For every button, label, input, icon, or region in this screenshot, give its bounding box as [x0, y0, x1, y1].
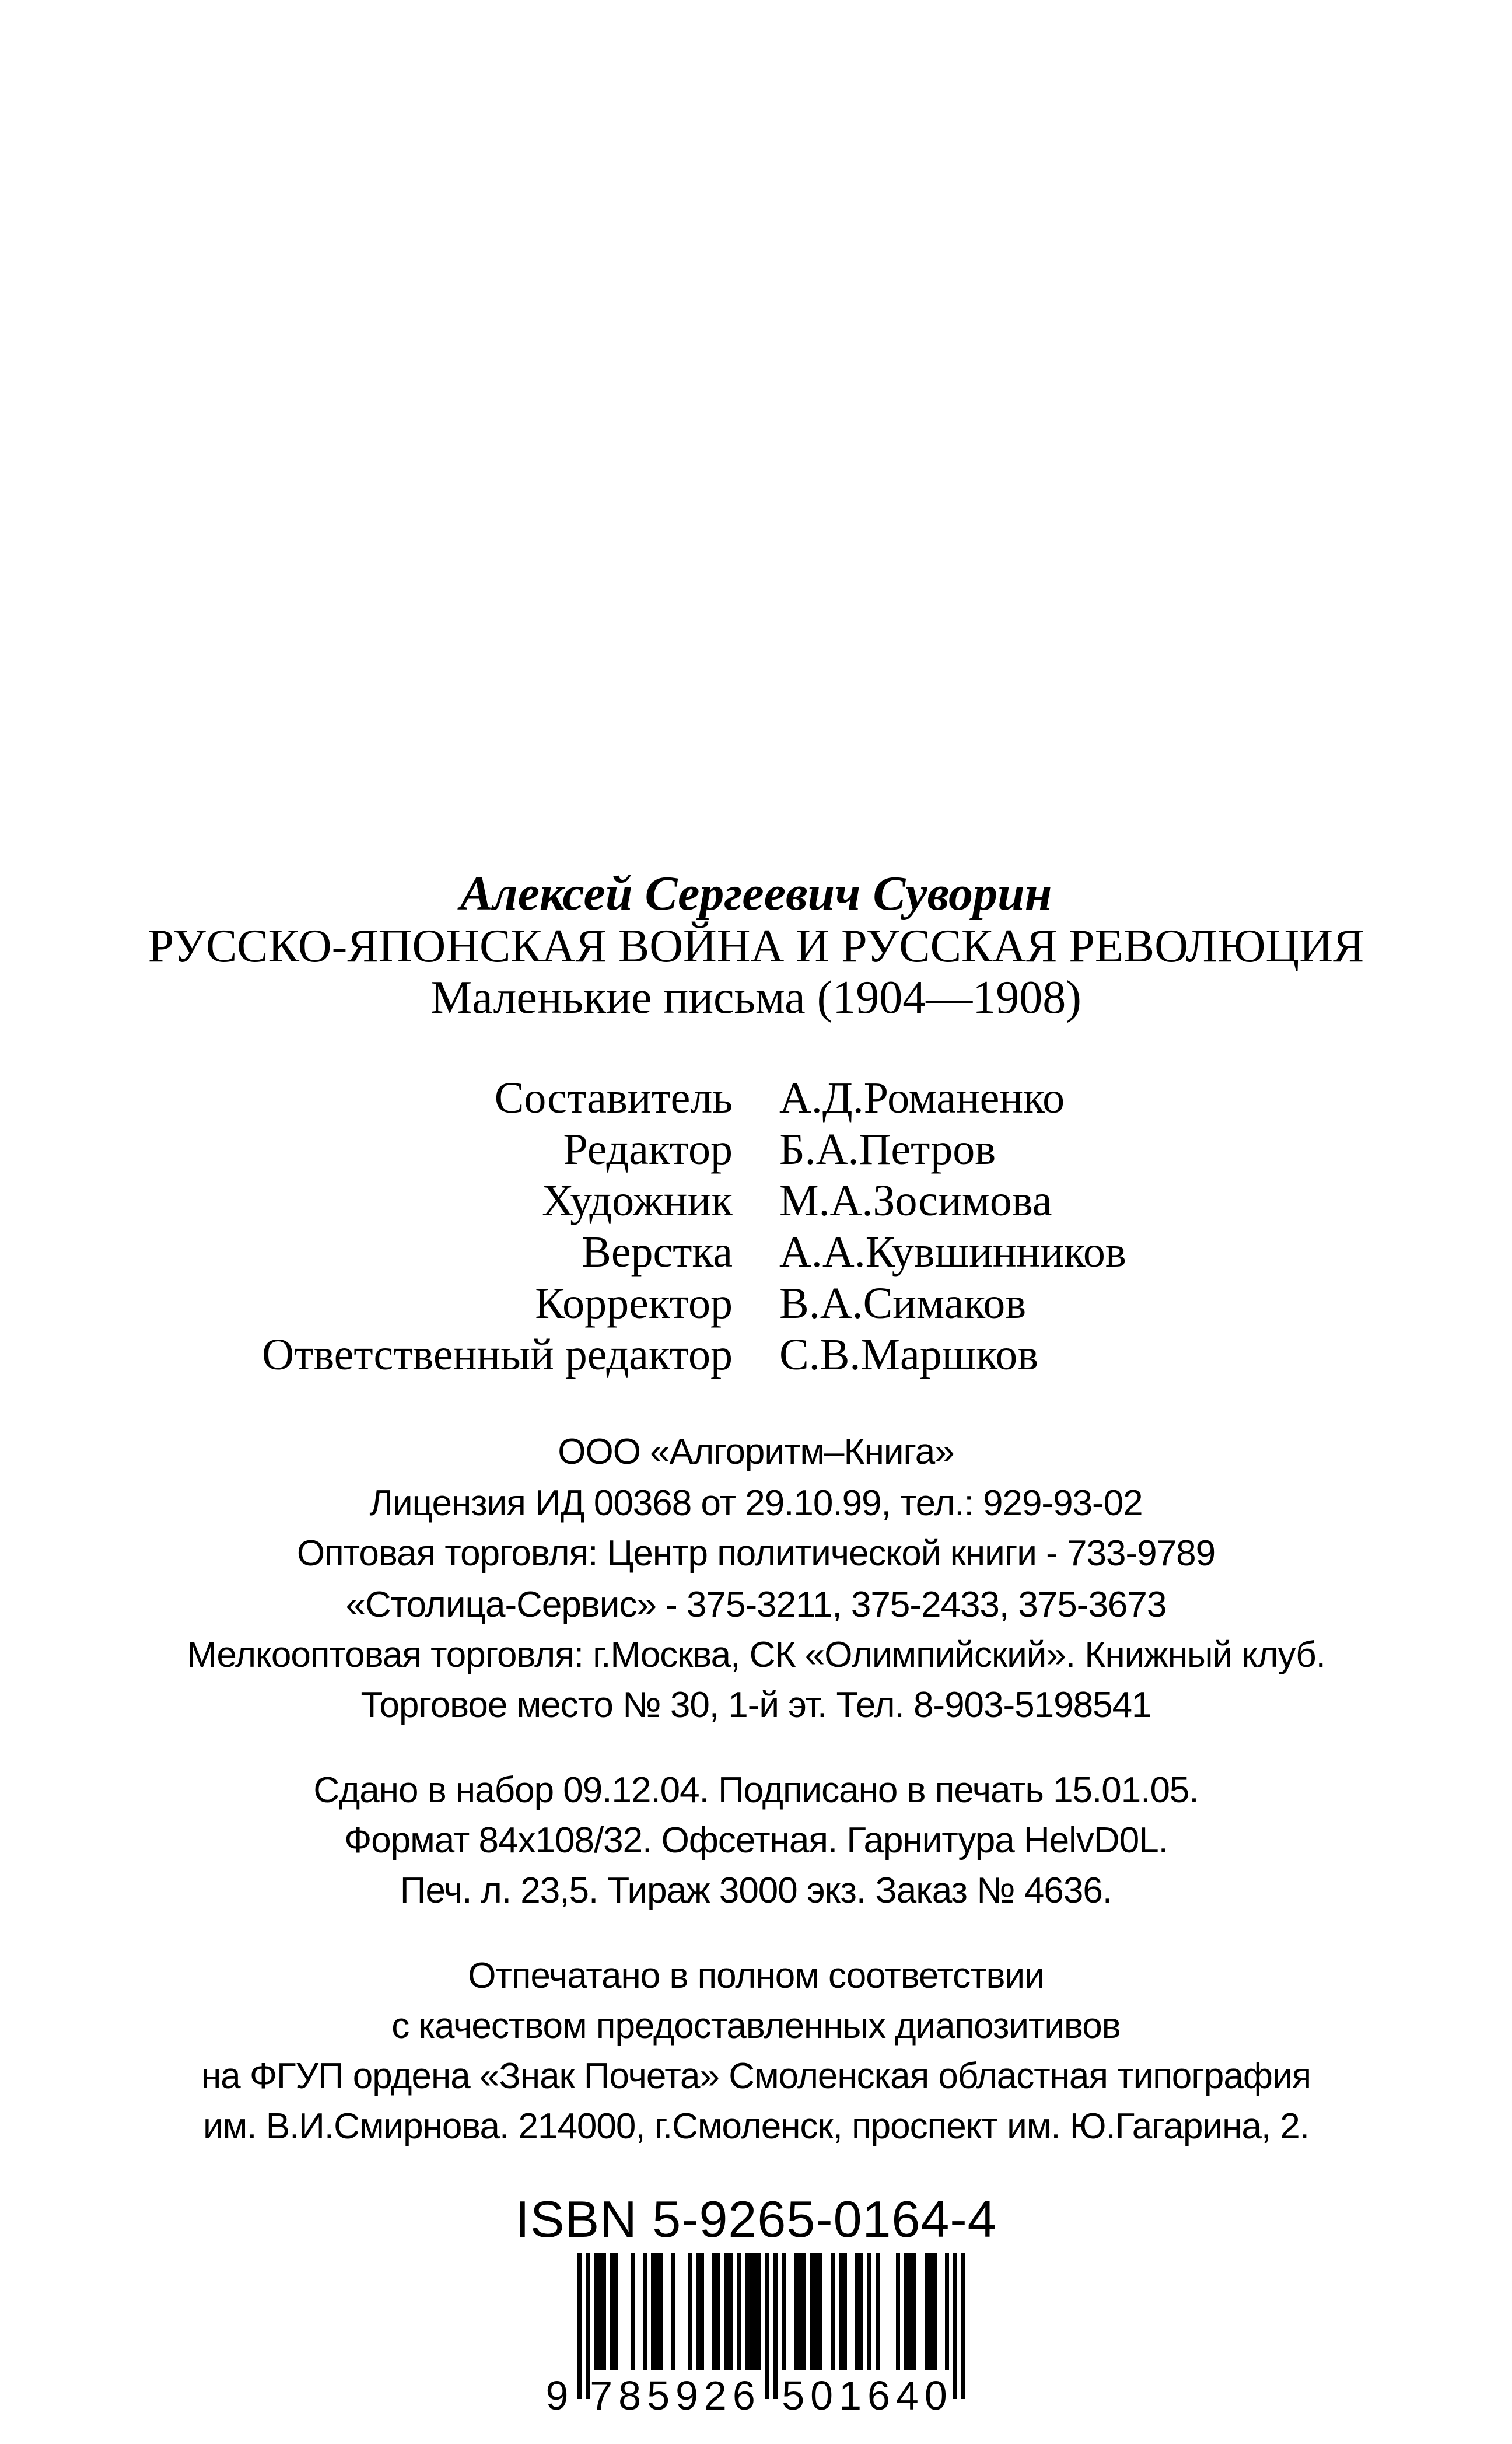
- barcode-bar: [961, 2253, 965, 2399]
- barcode-digits: 501640: [782, 2373, 953, 2418]
- barcode-bar: [610, 2253, 614, 2370]
- barcode-bar: [745, 2253, 749, 2370]
- credit-row: [0, 1072, 1512, 1124]
- barcode-bar: [671, 2253, 676, 2370]
- credit-name: В.А.Симаков: [779, 1279, 1027, 1328]
- barcode-bar: [659, 2253, 663, 2370]
- credit-row: [0, 1329, 1512, 1380]
- barcode-bar: [696, 2253, 700, 2370]
- author-name: Алексей Сергеевич Суворин: [460, 866, 1052, 921]
- publisher-line: Мелкооптовая торговля: г.Москва, СК «Олимпийский». Книжный клуб.: [187, 1635, 1325, 1675]
- print-info-line: Печ. л. 23,5. Тираж 3000 экз. Заказ № 4636.: [400, 1870, 1112, 1911]
- barcode-digits: 9: [545, 2373, 575, 2418]
- barcode-bar: [908, 2253, 912, 2370]
- barcode-bar: [737, 2253, 741, 2370]
- credit-name: А.А.Кувшинников: [779, 1228, 1126, 1277]
- credit-name: Б.А.Петров: [779, 1125, 996, 1174]
- barcode-bar: [843, 2253, 847, 2370]
- barcode-bar: [802, 2253, 806, 2370]
- isbn-label: ISBN 5-9265-0164-4: [515, 2190, 997, 2248]
- barcode: [537, 2253, 1015, 2422]
- credits-block: [0, 1072, 1512, 1380]
- barcode-bar: [896, 2253, 900, 2370]
- print-info-line: Сдано в набор 09.12.04. Подписано в печать 15.01.05.: [313, 1770, 1199, 1810]
- barcode-bar: [757, 2253, 761, 2370]
- book-subtitle: Маленькие письма (1904—1908): [430, 972, 1082, 1023]
- credit-role: Ответственный редактор: [262, 1330, 733, 1379]
- barcode-bar: [594, 2253, 598, 2370]
- credit-role: Составитель: [494, 1074, 733, 1123]
- barcode-bar: [904, 2253, 908, 2370]
- barcode-bar: [712, 2253, 716, 2370]
- book-title: РУССКО-ЯПОНСКАЯ ВОЙНА И РУССКАЯ РЕВОЛЮЦИЯ: [148, 921, 1364, 972]
- barcode-bar: [724, 2253, 729, 2370]
- credit-role: Редактор: [563, 1125, 733, 1174]
- barcode-bar: [655, 2253, 659, 2370]
- barcode-bar: [602, 2253, 606, 2370]
- barcode-bar: [876, 2253, 880, 2370]
- barcode-digits: 785926: [590, 2373, 761, 2418]
- credit-role: Художник: [542, 1176, 733, 1225]
- barcode-bar: [651, 2253, 655, 2370]
- barcode-bar: [798, 2253, 802, 2370]
- barcode-graphic: [537, 2253, 1015, 2422]
- barcode-bar: [782, 2253, 786, 2370]
- print-info-line: Формат 84x108/32. Офсетная. Гарнитура HelvD0L.: [344, 1820, 1168, 1861]
- barcode-bar: [765, 2253, 769, 2399]
- barcode-bar: [753, 2253, 757, 2370]
- barcode-bar: [855, 2253, 859, 2370]
- credit-name: А.Д.Романенко: [779, 1074, 1065, 1123]
- barcode-bar: [774, 2253, 778, 2399]
- barcode-bar: [859, 2253, 863, 2370]
- credit-name: М.А.Зосимова: [779, 1176, 1052, 1225]
- credit-row: [0, 1175, 1512, 1226]
- barcode-bar: [945, 2253, 949, 2370]
- barcode-bar: [912, 2253, 916, 2370]
- publisher-line: Оптовая торговля: Центр политической книги - 733-9789: [296, 1533, 1216, 1574]
- barcode-bar: [586, 2253, 590, 2399]
- barcode-bar: [749, 2253, 753, 2370]
- credit-row: [0, 1226, 1512, 1278]
- barcode-bar: [598, 2253, 602, 2370]
- barcode-bar: [925, 2253, 929, 2370]
- barcode-bar: [700, 2253, 704, 2370]
- barcode-bar: [578, 2253, 582, 2399]
- barcode-bar: [831, 2253, 835, 2370]
- barcode-bar: [867, 2253, 872, 2370]
- barcode-bar: [953, 2253, 957, 2399]
- barcode-bar: [933, 2253, 937, 2370]
- publisher-line: Торговое место № 30, 1-й эт. Тел. 8-903-5198541: [360, 1685, 1152, 1725]
- barcode-bar: [794, 2253, 798, 2370]
- credit-row: [0, 1278, 1512, 1329]
- printer-line: на ФГУП ордена «Знак Почета» Смоленская областная типография: [201, 2056, 1311, 2096]
- barcode-bar: [688, 2253, 692, 2370]
- credit-role: Верстка: [582, 1228, 733, 1277]
- barcode-bar: [614, 2253, 618, 2370]
- barcode-bar: [814, 2253, 818, 2370]
- credit-role: Корректор: [535, 1279, 733, 1328]
- barcode-bar: [929, 2253, 933, 2370]
- barcode-bar: [818, 2253, 822, 2370]
- publisher-line: ООО «Алгоритм–Книга»: [558, 1432, 954, 1472]
- barcode-bar: [810, 2253, 814, 2370]
- publisher-line: Лицензия ИД 00368 от 29.10.99, тел.: 929-93-02: [369, 1483, 1143, 1523]
- barcode-bar: [839, 2253, 843, 2370]
- credit-row: [0, 1124, 1512, 1175]
- barcode-bar: [716, 2253, 720, 2370]
- credit-name: С.В.Маршков: [779, 1330, 1039, 1379]
- printer-line: с качеством предоставленных диапозитивов: [391, 2006, 1121, 2046]
- printer-line: им. В.И.Смирнова. 214000, г.Смоленск, проспект им. Ю.Гагарина, 2.: [203, 2106, 1309, 2146]
- barcode-bar: [729, 2253, 733, 2370]
- barcode-bar: [631, 2253, 635, 2370]
- barcode-bar: [643, 2253, 647, 2370]
- printer-line: Отпечатано в полном соответствии: [468, 1956, 1044, 1996]
- publisher-line: «Столица-Сервис» - 375-3211, 375-2433, 375-3673: [345, 1585, 1167, 1625]
